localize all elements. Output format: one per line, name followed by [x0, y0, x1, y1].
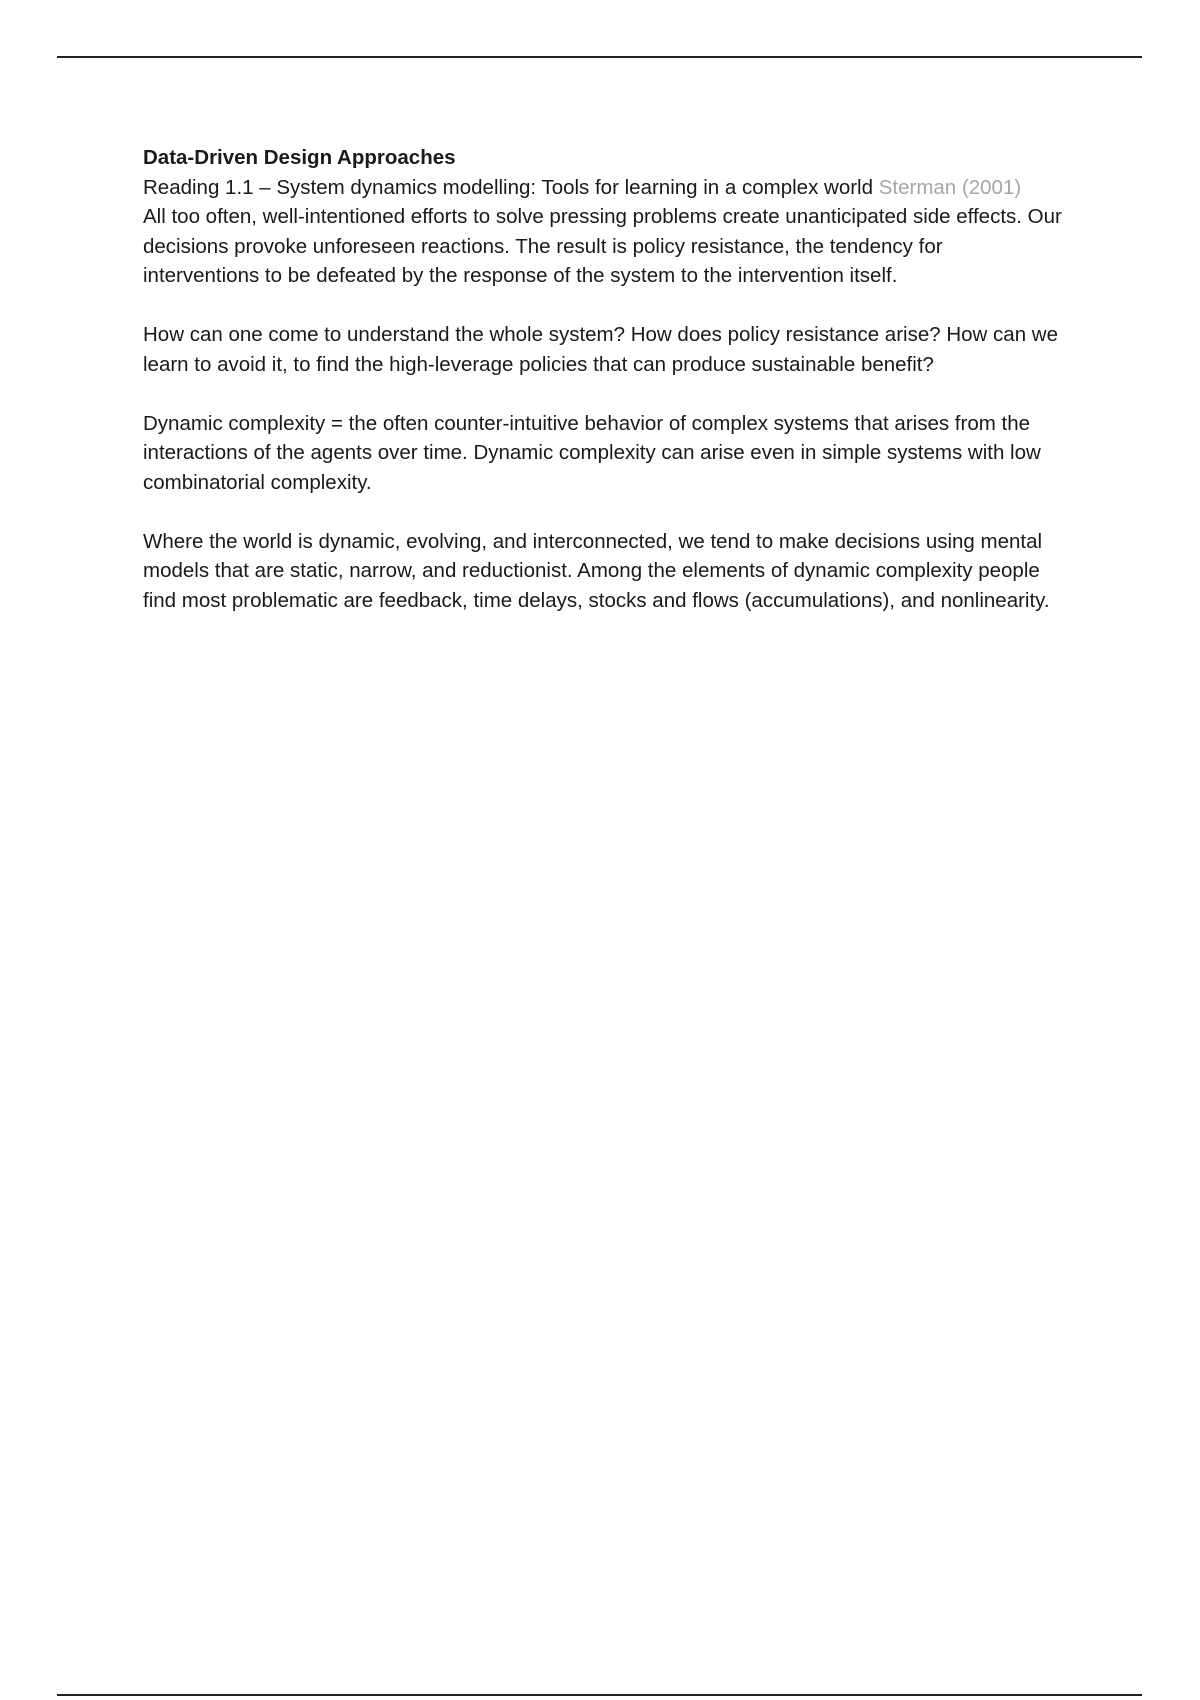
- document-title: Data-Driven Design Approaches: [143, 146, 456, 169]
- reading-reference: [143, 173, 1063, 203]
- paragraph-dynamic-complexity: Dynamic complexity = the often counter-intuitive behavior of complex systems that arises from the interactions of the agents over time. Dynamic complexity can arise even in simple systems with low combinatorial complexity.: [143, 411, 1041, 494]
- reading-citation: Sterman (2001): [878, 175, 1022, 199]
- paragraph-questions: How can one come to understand the whole system? How does policy resistance arise? How can we learn to avoid it, to find the high-leverage policies that can produce sustainable benefit?: [143, 323, 1058, 376]
- header-rule: [57, 56, 1142, 58]
- document-body: [143, 143, 1063, 615]
- reading-title: Reading 1.1 – System dynamics modelling: Tools for learning in a complex world: [143, 175, 874, 199]
- footer-rule: [57, 1694, 1142, 1696]
- paragraph-mental-models: Where the world is dynamic, evolving, and interconnected, we tend to make decisions using mental models that are static, narrow, and reductionist. Among the elements of dynamic complexity people find most problematic are feedback, time delays, stocks and flows (accumulations), and nonlinearity.: [143, 529, 1050, 612]
- paragraph-policy-resistance: All too often, well-intentioned efforts to solve pressing problems create unanticipated side effects. Our decisions provoke unforeseen reactions. The result is policy resistance, the tendency for interventions to be defeated by the response of the system to the intervention itself.: [143, 205, 1062, 287]
